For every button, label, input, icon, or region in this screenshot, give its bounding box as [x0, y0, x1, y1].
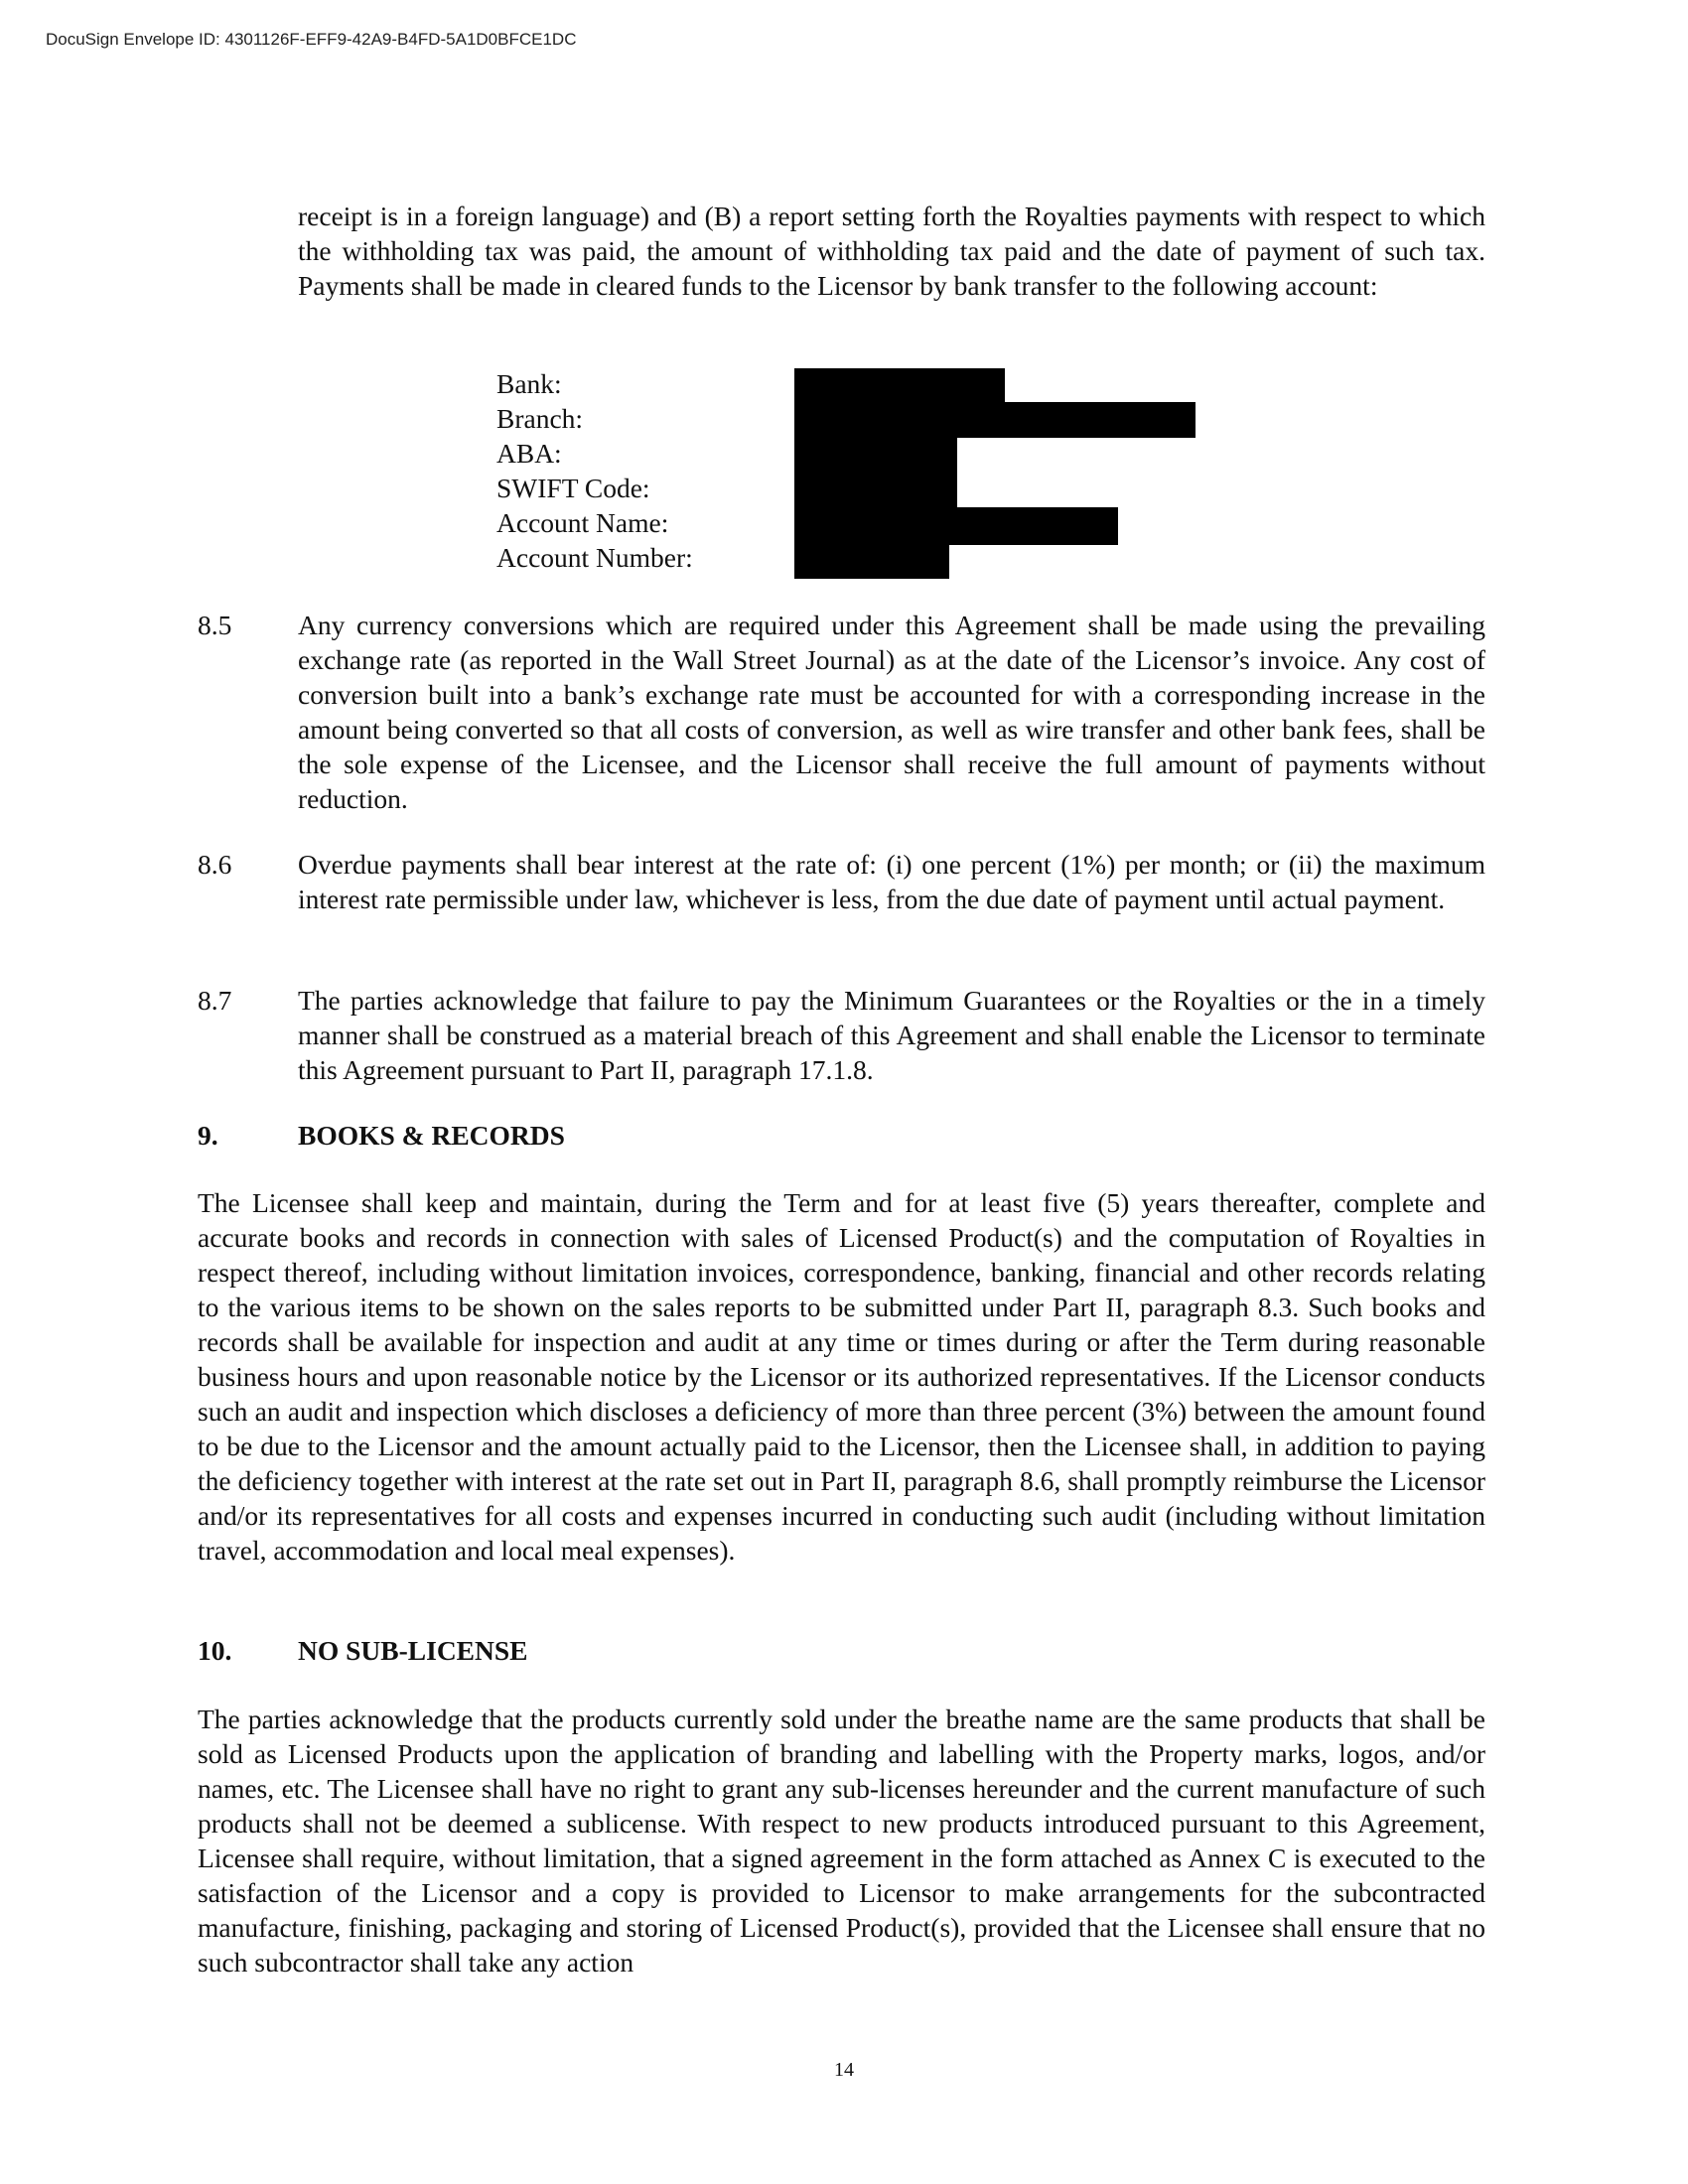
clause-text: The parties acknowledge that failure to pay the Minimum Guarantees or the Royalties or the in a timely manner shall be construed as a material breach of this Agreement and shall enable the Licensor to terminate this Agreement pursuant to Part II, paragraph 17.1.8.	[298, 985, 1485, 1085]
section-number: 10.	[198, 1635, 232, 1666]
bank-details-labels	[496, 366, 693, 575]
section-paragraph: The Licensee shall keep and maintain, during the Term and for at least five (5) years thereafter, complete and accurate books and records in connection with sales of Licensed Product(s) and the computation of Royalties in respect thereof, including without limitation invoices, correspondence, banking, financial and other records relating to the various items to be shown on the sales reports to be submitted under Part II, paragraph 8.3. Such books and records shall be available for inspection and audit at any time or times during or after the Term during reasonable business hours and upon reasonable notice by the Licensor or its authorized representatives. If the Licensor conducts such an audit and inspection which discloses a deficiency of more than three percent (3%) between the amount found to be due to the Licensor and the amount actually paid to the Licensor, then the Licensee shall, in addition to paying the deficiency together with interest at the rate set out in Part II, paragraph 8.6, shall promptly reimburse the Licensor and/or its representatives for all costs and expenses incurred in conducting such audit (including without limitation travel, accommodation and local meal expenses).	[198, 1187, 1485, 1566]
intro-paragraph: receipt is in a foreign language) and (B) a report setting forth the Royalties payments with respect to which the withholding tax was paid, the amount of withholding tax paid and the date of payment of such tax. Payments shall be made in cleared funds to the Licensor by bank transfer to the following account:	[298, 201, 1485, 301]
clause-number: 8.6	[198, 849, 232, 880]
clause-text: Any currency conversions which are required under this Agreement shall be made using the prevailing exchange rate (as reported in the Wall Street Journal) as at the date of the Licensor’s invoice. Any cost of conversion built into a bank’s exchange rate must be accounted for with a corresponding increase in the amount being converted so that all costs of conversion, as well as wire transfer and other bank fees, shall be the sole expense of the Licensee, and the Licensor shall receive the full amount of payments without reduction.	[298, 610, 1485, 814]
section-heading: NO SUB-LICENSE	[298, 1635, 528, 1666]
section-heading: BOOKS & RECORDS	[298, 1120, 565, 1151]
page-number: 14	[834, 2059, 854, 2081]
clause-text: Overdue payments shall bear interest at the rate of: (i) one percent (1%) per month; or (ii) the maximum interest rate permissible under law, whichever is less, from the due date of payment until actual payment.	[298, 849, 1485, 914]
section-number: 9.	[198, 1120, 218, 1151]
clause-number: 8.5	[198, 610, 232, 640]
bank-label: Bank:	[496, 368, 562, 399]
branch-label: Branch:	[496, 403, 584, 434]
clause-number: 8.7	[198, 985, 232, 1016]
swift-code-label: SWIFT Code:	[496, 473, 650, 503]
account-name-label: Account Name:	[496, 507, 669, 538]
account-number-label: Account Number:	[496, 542, 693, 573]
section-paragraph: The parties acknowledge that the products currently sold under the breathe name are the same products that shall be sold as Licensed Products upon the application of branding and labelling with the Property marks, logos, and/or names, etc. The Licensee shall have no right to grant any sub-licenses hereunder and the current manufacture of such products shall not be deemed a sublicense. With respect to new products introduced pursuant to this Agreement, Licensee shall require, without limitation, that a signed agreement in the form attached as Annex C is executed to the satisfaction of the Licensor and a copy is provided to Licensor to make arrangements for the subcontracted manufacture, finishing, packaging and storing of Licensed Product(s), provided that the Licensee shall ensure that no such subcontractor shall take any action	[198, 1704, 1485, 1978]
docusign-envelope-id: DocuSign Envelope ID: 4301126F-EFF9-42A9-B4FD-5A1D0BFCE1DC	[46, 30, 577, 49]
aba-label: ABA:	[496, 438, 562, 469]
